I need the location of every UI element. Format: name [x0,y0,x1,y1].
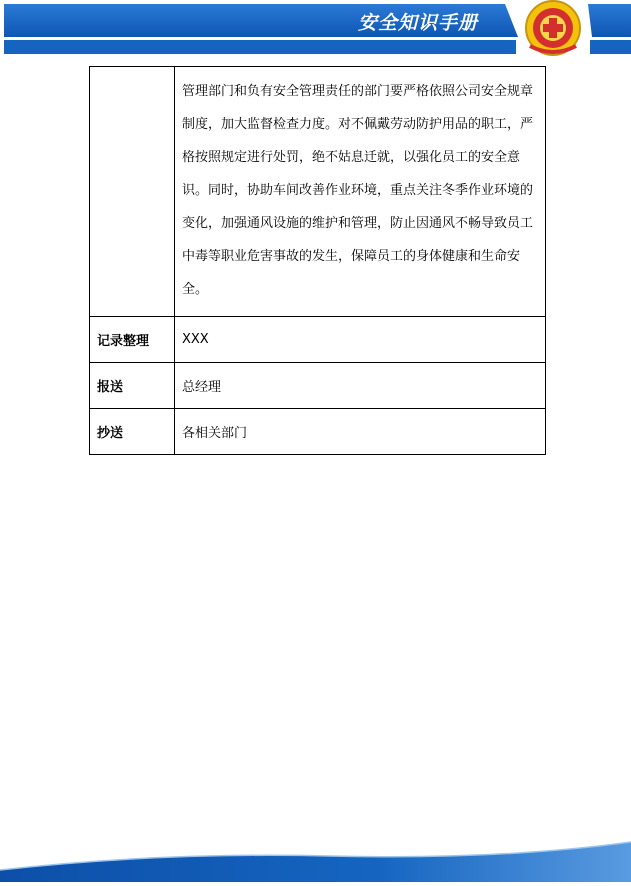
footer-wave [0,822,631,882]
table-row [90,317,546,363]
page-header [0,0,631,62]
cc-value: 各相关部门 [175,409,546,455]
page-footer [0,822,631,882]
content-paragraph: 管理部门和负有安全管理责任的部门要严格依照公司安全规章制度，加大监督检查力度。对不佩戴劳动防护用品的职工，严格按照规定进行处罚，绝不姑息迁就，以强化员工的安全意识。同时，协助车间改善作业环境，重点关注冬季作业环境的变化，加强通风设施的维护和管理，防止因通风不畅导致员工中毒等职业危害事故的发生，保障员工的身体健康和生命安全。 [175,67,546,317]
cc-label: 抄送 [90,409,175,455]
table-row [90,409,546,455]
report-to-label: 报送 [90,363,175,409]
content-label-cell [90,67,175,317]
header-banner [0,0,631,62]
recorder-value: XXX [175,317,546,363]
report-to-value: 总经理 [175,363,546,409]
recorder-label: 记录整理 [90,317,175,363]
safety-emblem-icon [526,1,580,55]
notice-table [89,66,546,455]
header-title: 安全知识手册 [358,12,479,34]
content-row [90,67,546,317]
table-row [90,363,546,409]
